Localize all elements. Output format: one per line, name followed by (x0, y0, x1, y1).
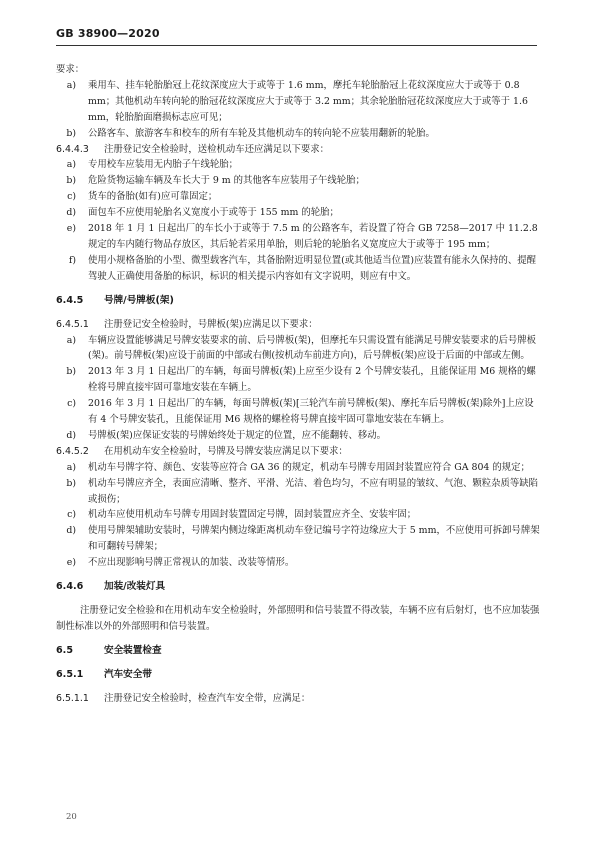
section-heading (56, 643, 540, 659)
list-item-label: a) (66, 159, 76, 171)
list-item-label: a) (66, 79, 76, 91)
spacer (56, 285, 540, 293)
list-item-text: 专用校车应装用无内胎子午线轮胎； (88, 159, 239, 171)
numbered-clause (56, 444, 540, 460)
list-item (56, 78, 540, 126)
list-item (56, 189, 540, 205)
clause-text: 安全装置检查 (104, 644, 162, 656)
list-item-text: 机动车号牌应齐全，表面应清晰、整齐、平滑、光洁、着色均匀，不应有明显的皱纹、气泡、颗粒杂质等缺陷或损伤； (88, 477, 539, 505)
list-item (56, 205, 540, 221)
clause-text: 注册登记安全检验时，检查汽车安全带，应满足： (104, 692, 311, 704)
clause-text: 注册登记安全检验时，送检机动车还应满足以下要求： (104, 143, 330, 155)
list-item (56, 555, 540, 571)
numbered-clause (56, 691, 540, 707)
clause-text: 加装/改装灯具 (104, 581, 166, 593)
list-item (56, 221, 540, 253)
list-item-text: 货车的备胎(如有)应可靠固定； (88, 191, 218, 203)
list-item-text: 机动车应使用机动车号牌专用固封装置固定号牌，固封装置应齐全、安装牢固； (88, 509, 417, 521)
list-item-label: f) (68, 254, 76, 266)
spacer (56, 571, 540, 579)
list-item-label: d) (66, 429, 76, 441)
clause-text: 汽车安全带 (104, 668, 152, 680)
list-item-text: 号牌板(架)应保证安装的号牌始终处于规定的位置，应不能翻转、移动。 (88, 429, 386, 441)
list-item-label: b) (66, 127, 76, 139)
list-item-label: e) (66, 557, 76, 569)
list-item-text: 2018 年 1 月 1 日起出厂的车长小于或等于 7.5 m 的公路客车，若设置了符合 GB 7258—2017 中 11.2.8 规定的车内随行物品存放区，其后轮若采用单胎，则后轮的轮胎名义宽度应大于或等于 195 mm； (88, 223, 538, 250)
list-item-text: 2013 年 3 月 1 日起出厂的车辆，每面号牌板(架)上应至少设有 2 个号牌安装孔，且能保证用 M6 规格的螺栓将号牌直接牢固可靠地安装在车辆上。 (88, 366, 536, 394)
clause-text: 在用机动车安全检验时，号牌及号牌安装应满足以下要求： (104, 445, 348, 457)
list-item (56, 253, 540, 285)
paragraph: 注册登记安全检验和在用机动车安全检验时，外部照明和信号装置不得改装，车辆不应有后射灯，也不应加装强制性标准以外的外部照明和信号装置。 (56, 605, 540, 632)
list-item-label: d) (66, 207, 76, 219)
spacer (56, 659, 540, 667)
spacer (56, 683, 540, 691)
list-item-label: a) (66, 461, 76, 473)
numbered-clause (56, 317, 540, 333)
list-item (56, 173, 540, 189)
clause-text: 注册登记安全检验时，号牌板(架)应满足以下要求： (104, 318, 318, 330)
paragraph: 要求： (56, 64, 85, 75)
list-item (56, 364, 540, 396)
list-item-text: 2016 年 3 月 1 日起出厂的车辆，每面号牌板(架)[三轮汽车前号牌板(架)、摩托车后号牌板(架)除外]上应设有 4 个号牌安装孔，且能保证用 M6 规格的螺栓将号牌直接牢固可靠地安装在车辆上。 (88, 398, 534, 426)
clause-text: 号牌/号牌板(架) (104, 294, 174, 306)
header-rule (56, 45, 537, 46)
list-item-label: b) (66, 175, 76, 187)
clause-number: 6.4.5.1 (56, 318, 89, 330)
clause-number: 6.4.5 (56, 294, 84, 306)
list-item-label: a) (66, 334, 76, 346)
section-heading (56, 579, 540, 595)
list-item (56, 333, 540, 365)
list-item-text: 机动车号牌字符、颜色、安装等应符合 GA 36 的规定，机动车号牌专用固封装置应符合 GA 804 的规定； (88, 461, 530, 473)
numbered-clause (56, 142, 540, 158)
spacer (56, 595, 540, 603)
list-item (56, 396, 540, 428)
clause-number: 6.5.1.1 (56, 692, 89, 704)
list-item-text: 乘用车、挂车轮胎胎冠上花纹深度应大于或等于 1.6 mm，摩托车轮胎胎冠上花纹深度应大于或等于 0.8 mm；其他机动车转向轮的胎冠花纹深度应大于或等于 3.2 mm；其余轮胎胎冠花纹深度应大于或等于 1.6 mm，轮胎胎面磨损标志应可见； (88, 79, 528, 123)
list-item-text: 车辆应设置能够满足号牌安装要求的前、后号牌板(架)，但摩托车只需设置有能满足号牌安装要求的后号牌板(架)。前号牌板(架)应设于前面的中部或右侧(按机动车前进方向)，后号牌板(架)应设于后面的中部或左侧。 (88, 334, 536, 362)
spacer (56, 309, 540, 317)
list-item-label: d) (66, 525, 76, 537)
list-item-label: e) (66, 223, 76, 235)
list-item (56, 157, 540, 173)
list-item (56, 460, 540, 476)
clause-number: 6.4.4.3 (56, 143, 89, 155)
list-item-label: c) (67, 398, 76, 410)
clause-number: 6.4.5.2 (56, 445, 89, 457)
clause-number: 6.4.6 (56, 581, 84, 593)
clause-number: 6.5.1 (56, 668, 84, 680)
list-item-text: 危险货物运输车辆及车长大于 9 m 的其他客车应装用子午线轮胎； (88, 175, 365, 187)
section-heading (56, 667, 540, 683)
list-item-text: 不应出现影响号牌正常视认的加装、改装等情形。 (88, 557, 295, 569)
section-heading (56, 293, 540, 309)
list-item-text: 使用小规格备胎的小型、微型载客汽车，其备胎附近明显位置(或其他适当位置)应装置有能永久保持的、提醒驾驶人正确使用备胎的标识，标识的相关提示内容如有文字说明，则应有中文。 (88, 254, 536, 282)
page-number: 20 (66, 812, 77, 822)
list-item-text: 面包车不应使用轮胎名义宽度小于或等于 155 mm 的轮胎； (88, 207, 339, 219)
list-item-text: 公路客车、旅游客车和校车的所有车轮及其他机动车的转向轮不应装用翻新的轮胎。 (88, 127, 435, 139)
spacer (56, 635, 540, 643)
list-item-label: c) (67, 191, 76, 203)
list-item-label: c) (67, 509, 76, 521)
list-item (56, 428, 540, 444)
list-item (56, 507, 540, 523)
list-item-label: b) (66, 477, 76, 489)
list-item-text: 使用号牌架辅助安装时，号牌架内侧边缘距离机动车登记编号字符边缘应大于 5 mm，不应使用可拆卸号牌架和可翻转号牌架； (88, 525, 540, 553)
page-body (56, 62, 540, 707)
list-item-label: b) (66, 366, 76, 378)
standard-code-header: GB 38900—2020 (56, 27, 160, 40)
clause-number: 6.5 (56, 644, 73, 656)
list-item (56, 523, 540, 555)
list-item (56, 476, 540, 508)
list-item (56, 126, 540, 142)
